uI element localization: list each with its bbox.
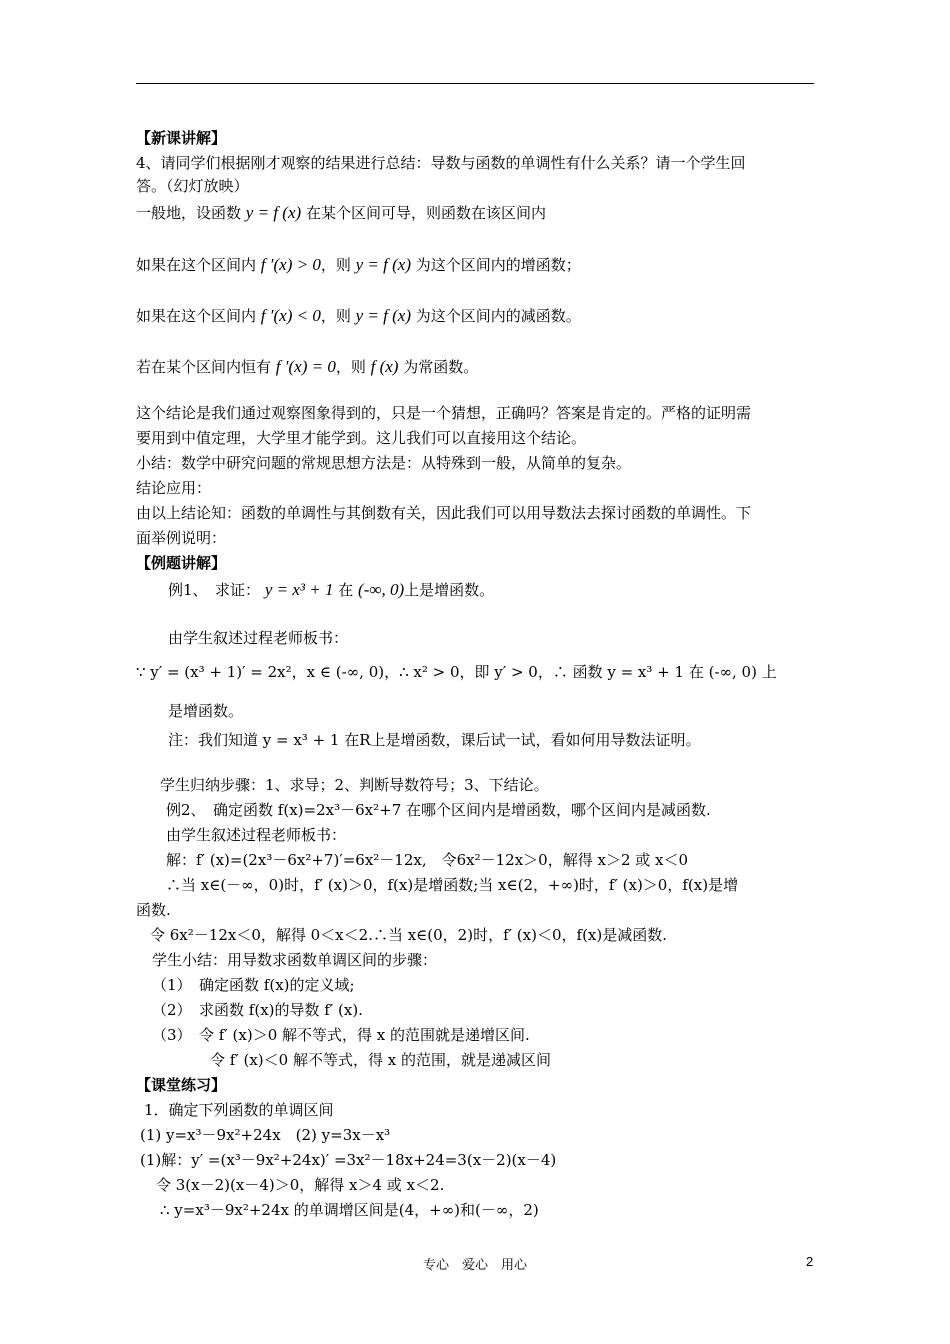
math-formula: f (x) [370,357,399,376]
text-line: (1) y=x³－9x²+24x (2) y=3x－x³ [140,1126,391,1144]
text-line [136,306,581,326]
math-formula: (-∞, 0) [358,580,405,599]
section-heading-practice: 【课堂练习】 [136,1076,227,1094]
section-heading-new-lesson: 【新课讲解】 [136,129,227,147]
text-line: 函数. [136,901,171,919]
text-line [136,203,546,223]
text-line: 解：f′ (x)=(2x³－6x²+7)′=6x²－12x, 令6x²－12x＞0，解得 x＞2 或 x＜0 [166,851,689,869]
text-line: 这个结论是我们通过观察图象得到的，只是一个猜想，正确吗？答案是肯定的。严格的证明需 [136,404,752,422]
text: 上是增函数。 [404,581,495,599]
math-formula: f ′(x) < 0 [260,306,321,325]
text: 例1、 求证： [168,581,261,599]
math-formula: f ′(x) = 0 [275,357,336,376]
math-formula: y = f (x) [355,306,411,325]
page-number: 2 [806,1254,814,1269]
text-line [136,255,581,275]
text-line: 答。（幻灯放映） [136,177,249,195]
text: 若在某个区间内恒有 [136,358,272,376]
text-line: 注：我们知道 y = x³ + 1 在R上是增函数，课后试一试，看如何用导数法证明。 [168,731,701,749]
text-line: 由以上结论知：函数的单调性与其倒数有关，因此我们可以用导数法去探讨函数的单调性。下 [136,504,752,522]
text-line: ∴ y=x³－9x²+24x 的单调增区间是(4，+∞)和(－∞，2) [160,1201,539,1219]
math-formula: f ′(x) > 0 [260,255,321,274]
text-line: 令 f′ (x)＜0 解不等式，得 x 的范围，就是递减区间 [210,1051,551,1069]
text-line: 4、请同学们根据刚才观察的结果进行总结：导数与函数的单调性有什么关系？请一个学生回 [136,154,746,172]
text: ，则 [320,307,351,325]
text: ，则 [320,256,351,274]
text-line: 学生归纳步骤：1、求导；2、判断导数符号；3、下结论。 [160,776,549,794]
text-line: （1） 确定函数 f(x)的定义域; [152,976,355,994]
text: ，则 [335,358,366,376]
text-line: （2） 求函数 f(x)的导数 f′ (x). [152,1001,363,1019]
text: 一般地，设函数 [136,204,242,222]
math-formula: y = x³ + 1 [264,580,334,599]
math-formula: y = f (x) [355,255,411,274]
page-footer: 专心 爱心 用心 [422,1258,527,1273]
text-line: 令 6x²－12x＜0，解得 0＜x＜2.∴当 x∈(0，2)时，f′ (x)＜0，f(x)是减函数. [150,926,667,944]
text: 为常函数。 [403,358,479,376]
text-line: ∴当 x∈(－∞，0)时，f′ (x)＞0，f(x)是增函数;当 x∈(2，+∞)时，f′ (x)＞0，f(x)是增 [166,876,739,894]
text-line: 小结：数学中研究问题的常规思想方法是：从特殊到一般，从简单的复杂。 [136,454,632,472]
text-line: 是增函数。 [168,702,244,720]
text-line: （3） 令 f′ (x)＞0 解不等式，得 x 的范围就是递增区间. [152,1026,530,1044]
text-line: (1)解：y′ =(x³－9x²+24x)′ =3x²－18x+24=3(x－2)(x－4) [140,1151,557,1169]
text: 在某个区间可导，则函数在该区间内 [305,204,546,222]
text-line [136,357,478,377]
text-line: 要用到中值定理，大学里才能学到。这儿我们可以直接用这个结论。 [136,429,587,447]
text-line: 由学生叙述过程老师板书： [168,629,349,647]
header-rule [136,83,814,84]
text-line: 面举例说明： [136,529,227,547]
text-line: 由学生叙述过程老师板书： [166,826,347,844]
section-heading-example: 【例题讲解】 [136,554,227,572]
text-line [168,580,494,600]
text-line: 例2、 确定函数 f(x)=2x³－6x²+7 在哪个区间内是增函数，哪个区间内是减函数. [166,801,711,819]
text: 如果在这个区间内 [136,307,257,325]
text: 为这个区间内的增函数； [415,256,581,274]
text: 如果在这个区间内 [136,256,257,274]
text-line: 令 3(x－2)(x－4)＞0，解得 x＞4 或 x＜2. [156,1176,445,1194]
text-line: 结论应用： [136,479,212,497]
text: 在 [338,581,354,599]
text: 为这个区间内的减函数。 [415,307,581,325]
text-line: 学生小结：用导数求函数单调区间的步骤： [152,951,438,969]
text-line: ∵ y′ = (x³ + 1)′ = 2x²，x ∈ (-∞, 0)，∴ x² > 0，即 y′ > 0，∴ 函数 y = x³ + 1 在 (-∞, 0) 上 [136,663,777,681]
text-line: 1．确定下列函数的单调区间 [144,1101,334,1119]
math-formula: y = f (x) [245,203,302,222]
